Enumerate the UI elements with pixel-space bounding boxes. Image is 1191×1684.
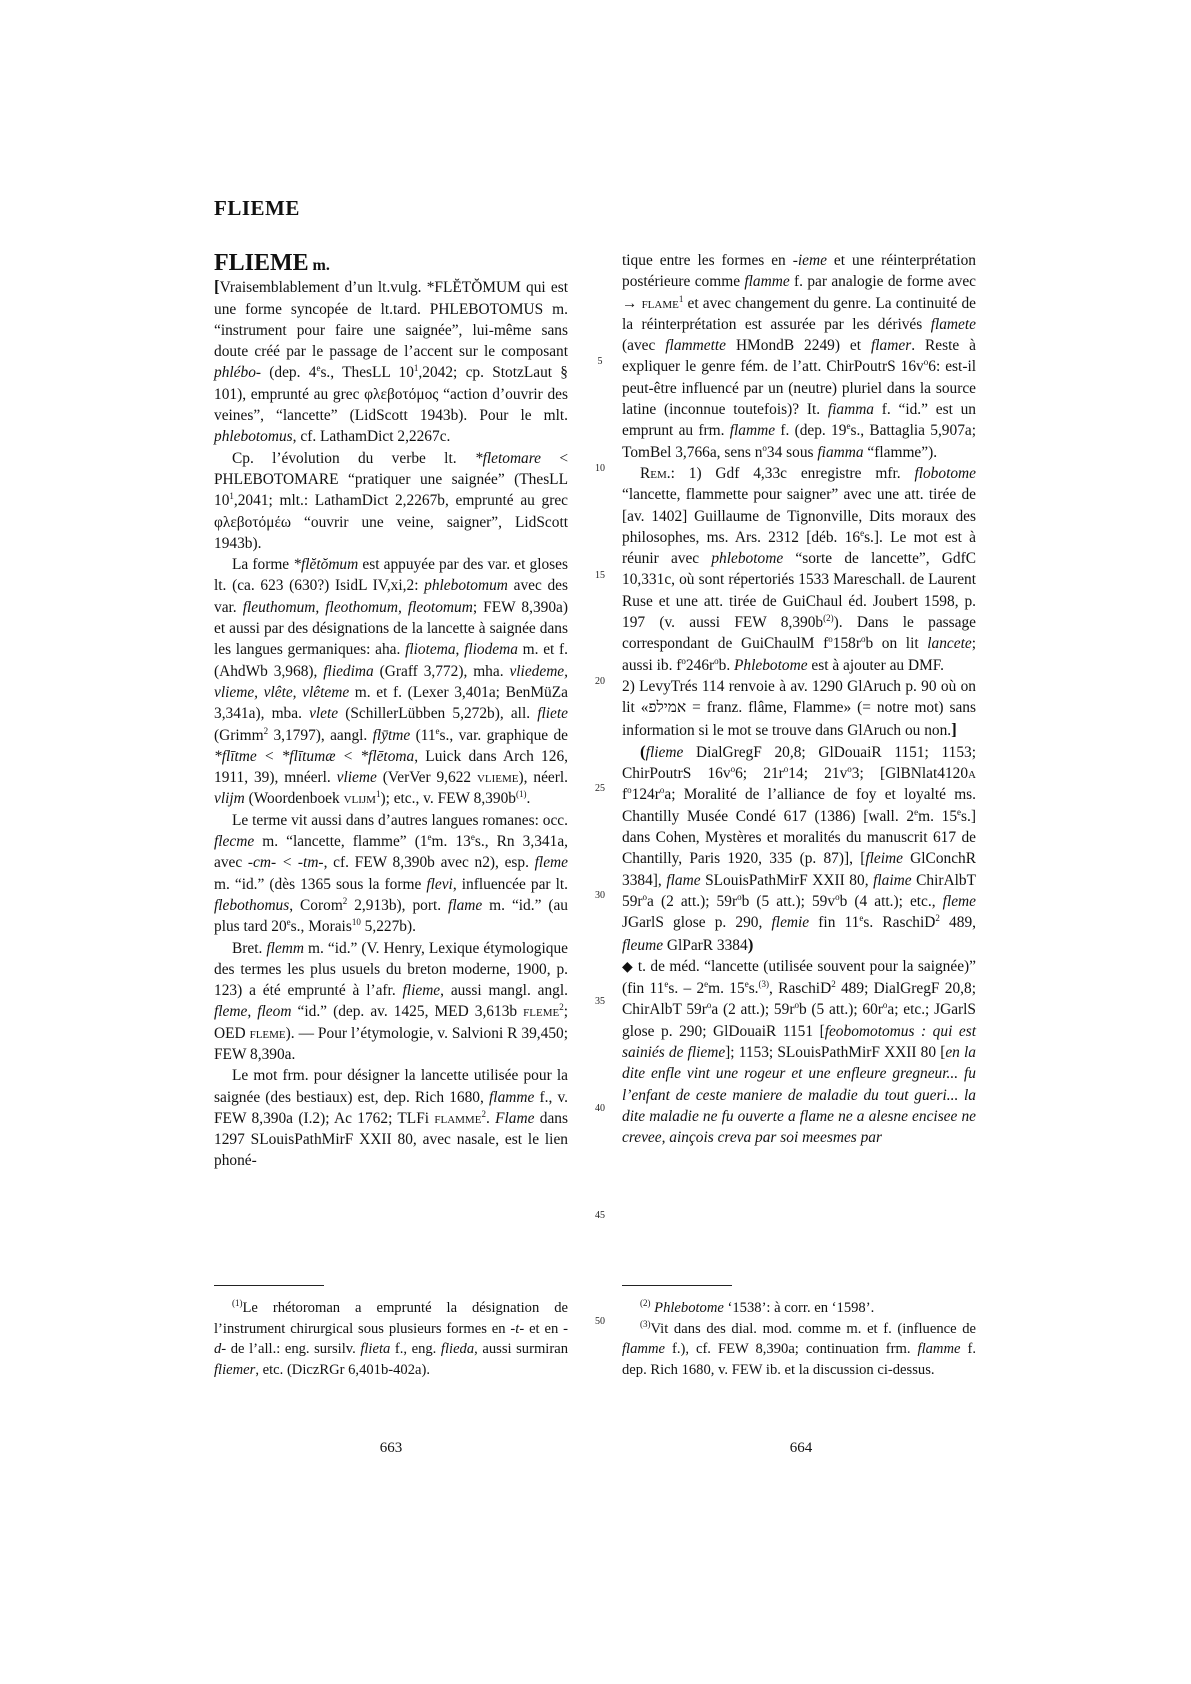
page-number-right: 664 — [789, 1440, 813, 1456]
close-paren: ) — [747, 934, 754, 954]
footnote-3: $^{(3)}$Vit dans des dial. mod. comme m. et f. (influence de flamme f.), cf. FEW 8,390a; continuation frm. flamme f. dep. Rich 1680, v. FEW ib. et la discussion ci-dessus. — [622, 1318, 976, 1378]
footnote-ref-1[interactable]: (1) — [515, 789, 527, 800]
footnote-ref-2[interactable]: (2) — [823, 612, 834, 623]
remark-label: Rem. — [640, 464, 671, 482]
diamond-icon: ◆ — [622, 959, 634, 975]
line-number: 30 — [595, 890, 605, 901]
line-number: 35 — [595, 996, 605, 1007]
paragraph-form-list: (flieme DialGregF 20,8; GlDouaiR 1151; 1153; ChirPoutrS $16v^o6$; $21r^o14$; $21v^o3$; [GlBNlat4120a $f^o124r^oa$; Moralité de l’alliance de foy et loyalté ms. Chantilly Musée Condé 617 (1386) [wall. 2em. 15es.] dans Cohen, Mystères et moralités du manuscrit 617 de Chantilly, Paris 1920, 335 (p. 87)], [fleime GlConchR 3384], flame SLouisPathMirF XXII 80, flaime ChirAlbT $59r^oa$ (2 att.); $59r^ob$ (5 att.); $59v^ob$ (4 att.); etc., fleme JGarlS glose p. 290, flemie fin 11es. RaschiD$^2$ 489, fleume GlParR 3384) — [622, 741, 977, 954]
line-number: 20 — [595, 676, 605, 687]
footnote-2: $^{(2)}$ Phlebotome ‘1538’: à corr. en ‘1598’. — [640, 1298, 875, 1316]
line-number: 15 — [595, 570, 605, 581]
footnote-mark: (1) — [232, 1298, 243, 1309]
paragraph-sense: ◆ t. de méd. “lancette (utilisée souvent pour la saignée)” (fin 11es. – 2em. 15es.$^{(3)}$, RaschiD$^2$ 489; DialGregF 20,8; ChirAlbT $59r^oa$ (2 att.); $59r^ob$ (5 att.); $60r^oa$; etc.; JGarlS glose p. 290; GlDouaiR 1151 [feobomotomus : qui est sainiés de flieme]; 1153; SLouisPathMirF XXII 80 [en la dite enfle vint une rogeur et une enfleure gregneur... fu l’enfant de ceste maniere de maladie du tout gueri... la dite maladie ne fu ouverte a flame ne a alesne encisee ne crevee, ainçois creva par soi meesmes par — [622, 957, 976, 1147]
close-bracket: ] — [951, 719, 957, 739]
paragraph-remarks: Rem.: 1) Gdf 4,33c enregistre mfr. flobotome “lancette, flammette pour saigner” avec une att. tirée de [av. 1402] Guillaume de Tignonville, Dits moraux des philosophes, ms. Ars. 2312 [déb. 16es.]. Le mot est à réunir avec phlebotome “sorte de lancette”, GdfC 10,331c, où sont répertoriés 1533 Mareschall. de Laurent Ruse et une att. tirée de GuiChaul éd. Joubert 1598, p. 197 (v. aussi FEW $8,390b^{(2)}$). Dans le passage correspondant de GuiChaulM $f^o158r^ob$ on lit lancete; aussi ib. $f^o246r^ob$. Phlebotome est à ajouter au DMF. — [622, 464, 976, 674]
footnote-divider — [214, 1285, 324, 1286]
grammatical-label: m. — [312, 257, 330, 274]
footnote-mark: (2) — [640, 1298, 651, 1309]
footnote-divider — [622, 1285, 732, 1286]
right-column — [622, 250, 976, 1148]
line-number: 45 — [595, 1210, 605, 1221]
paragraph-modern-french: Le mot frm. pour désigner la lancette utilisée pour la saignée (des bestiaux) est, dep. Rich 1680, flamme f., v. FEW 8,390a (I.2); Ac 1762; TLFi flamme$^2$. Flame dans 1297 SLouisPathMirF XXII 80, avec nasale, est le lien phoné- — [214, 1067, 569, 1170]
paragraph-verb-evolution: Cp. l’évolution du verbe lt. *fletomare < PHLEBOTOMARE “pratiquer une saignée” (ThesLL $10^1,2041$; mlt.: LathamDict 2,2267b, emprunté au grec φλεβοτόμέω “ouvrir une veine, saigner”, LidScott 1943b). — [214, 449, 568, 552]
line-number: 25 — [595, 783, 605, 794]
footnotes-right — [622, 1298, 976, 1380]
page-number-left: 663 — [379, 1440, 403, 1456]
paragraph-remark-2: 2) LevyTrés 114 renvoie à av. 1290 GlAruch p. 90 où on lit «אמילפ = franz. flâme, Flamme» (= notre mot) sans information si le mot se trouve dans GlAruch ou non.] — [622, 677, 976, 739]
footnote-1: $^{(1)}$Le rhétoroman a emprunté la désignation de l’instrument chirurgical sous plusieurs formes en -t- et en -d- de l’all.: eng. sursilv. flieta f., eng. flieda, aussi surmiran fliemer, etc. (DiczRGr 6,401b-402a). — [214, 1298, 568, 1378]
footnote-ref-3[interactable]: (3) — [758, 978, 770, 989]
paragraph-breton: Bret. flemm m. “id.” (V. Henry, Lexique étymologique des termes les plus usuels du breton moderne, 1900, p. 123) a été emprunté à l’afr. flieme, aussi mangl. angl. fleme, fleom “id.” (dep. av. 1425, MED 3,613b fleme$^2$; OED fleme). — Pour l’étymologie, v. Salvioni R 39,450; FEW 8,390a. — [214, 939, 569, 1063]
headword: FLIEME — [214, 250, 309, 276]
open-paren: ( — [640, 741, 646, 761]
cross-reference-link[interactable]: flame — [641, 294, 679, 312]
left-column — [214, 250, 568, 1172]
line-number: 40 — [595, 1103, 605, 1114]
open-bracket: [ — [214, 277, 220, 297]
footnotes-left — [214, 1298, 568, 1380]
paragraph-romance-languages: Le terme vit aussi dans d’autres langues romanes: occ. flecme m. “lancette, flamme” (1em. 13es., Rn 3,341a, avec -cm- < -tm-, cf. FEW 8,390b avec n2), esp. fleme m. “id.” (dès 1365 sous la forme flevi, influencée par lt. flebothomus, Corom$^2$ 2,913b), port. flame m. “id.” (au plus tard 20es., Morais$^{10}$ 5,227b). — [214, 811, 569, 936]
paragraph-phonetic-link: tique entre les formes en -ieme et une réinterprétation postérieure comme flamme f. par analogie de forme avec → flame$^1$ et avec changement du genre. La continuité de la réinterprétation est assurée par les dérivés flamete (avec flammette HMondB 2249) et flamer. Reste à expliquer le genre fém. de l’att. ChirPoutrS $16v^o6$: est-il peut-être influencé par un (neutre) pluriel dans la source latine (inconnue toutefois)? It. fiamma f. “id.” est un emprunt au frm. flamme f. (dep. 19es., Battaglia 5,907a; TomBel 3,766a, sens $n^o34$ sous fiamma “flamme”). — [622, 252, 977, 461]
entry-paragraph-etymology: FLIEME m. [Vraisemblablement d’un lt.vulg. *FLĔTŎMUM qui est une forme syncopée de lt.tard. PHLEBOTOMUS m. “instrument pour faire une saignée”, lui-même sans doute créé par le passage de l’accent sur le composant phlébo- (dep. 4es., ThesLL $10^1,2042$; cp. StotzLaut § 101), emprunté au grec φλεβοτόμος “action d’ouvrir des veines”, “lancette” (LidScott 1943b). Pour le mlt. phlebotomus, cf. LathamDict 2,2267c. — [214, 250, 569, 446]
line-number: 10 — [595, 463, 605, 474]
line-number: 50 — [595, 1316, 605, 1327]
paragraph-germanic-forms: La forme *flĕtŏmum est appuyée par des var. et gloses lt. (ca. 623 (630?) IsidL IV,xi,2: phlebotomum avec des var. fleuthomum, fleothomum, fleotomum; FEW 8,390a) et aussi par des désignations de la lancette à saignée dans les langues germaniques: aha. fliotema, fliodema m. et f. (AhdWb 3,968), fliedima (Graff 3,772), mha. vliedeme, vlieme, vlête, vlêteme m. et f. (Lexer 3,401a; BenMüZa 3,341a), mba. vlete (SchillerLübben 5,272b), all. fliete (Grimm$^2$ 3,1797), aangl. flȳtme (11es., var. graphique de *flītme < *flītumæ < *flētoma, Luick dans Arch 126, 1911, 39), mnéerl. vlieme (VerVer 9,622 vlieme), néerl. vlijm (Woordenboek vlijm$^1$); etc., v. FEW $8,390b^{(1)}$. — [214, 556, 568, 808]
running-head: FLIEME — [214, 196, 300, 220]
footnote-mark: (3) — [640, 1318, 651, 1329]
line-number: 5 — [597, 356, 603, 367]
